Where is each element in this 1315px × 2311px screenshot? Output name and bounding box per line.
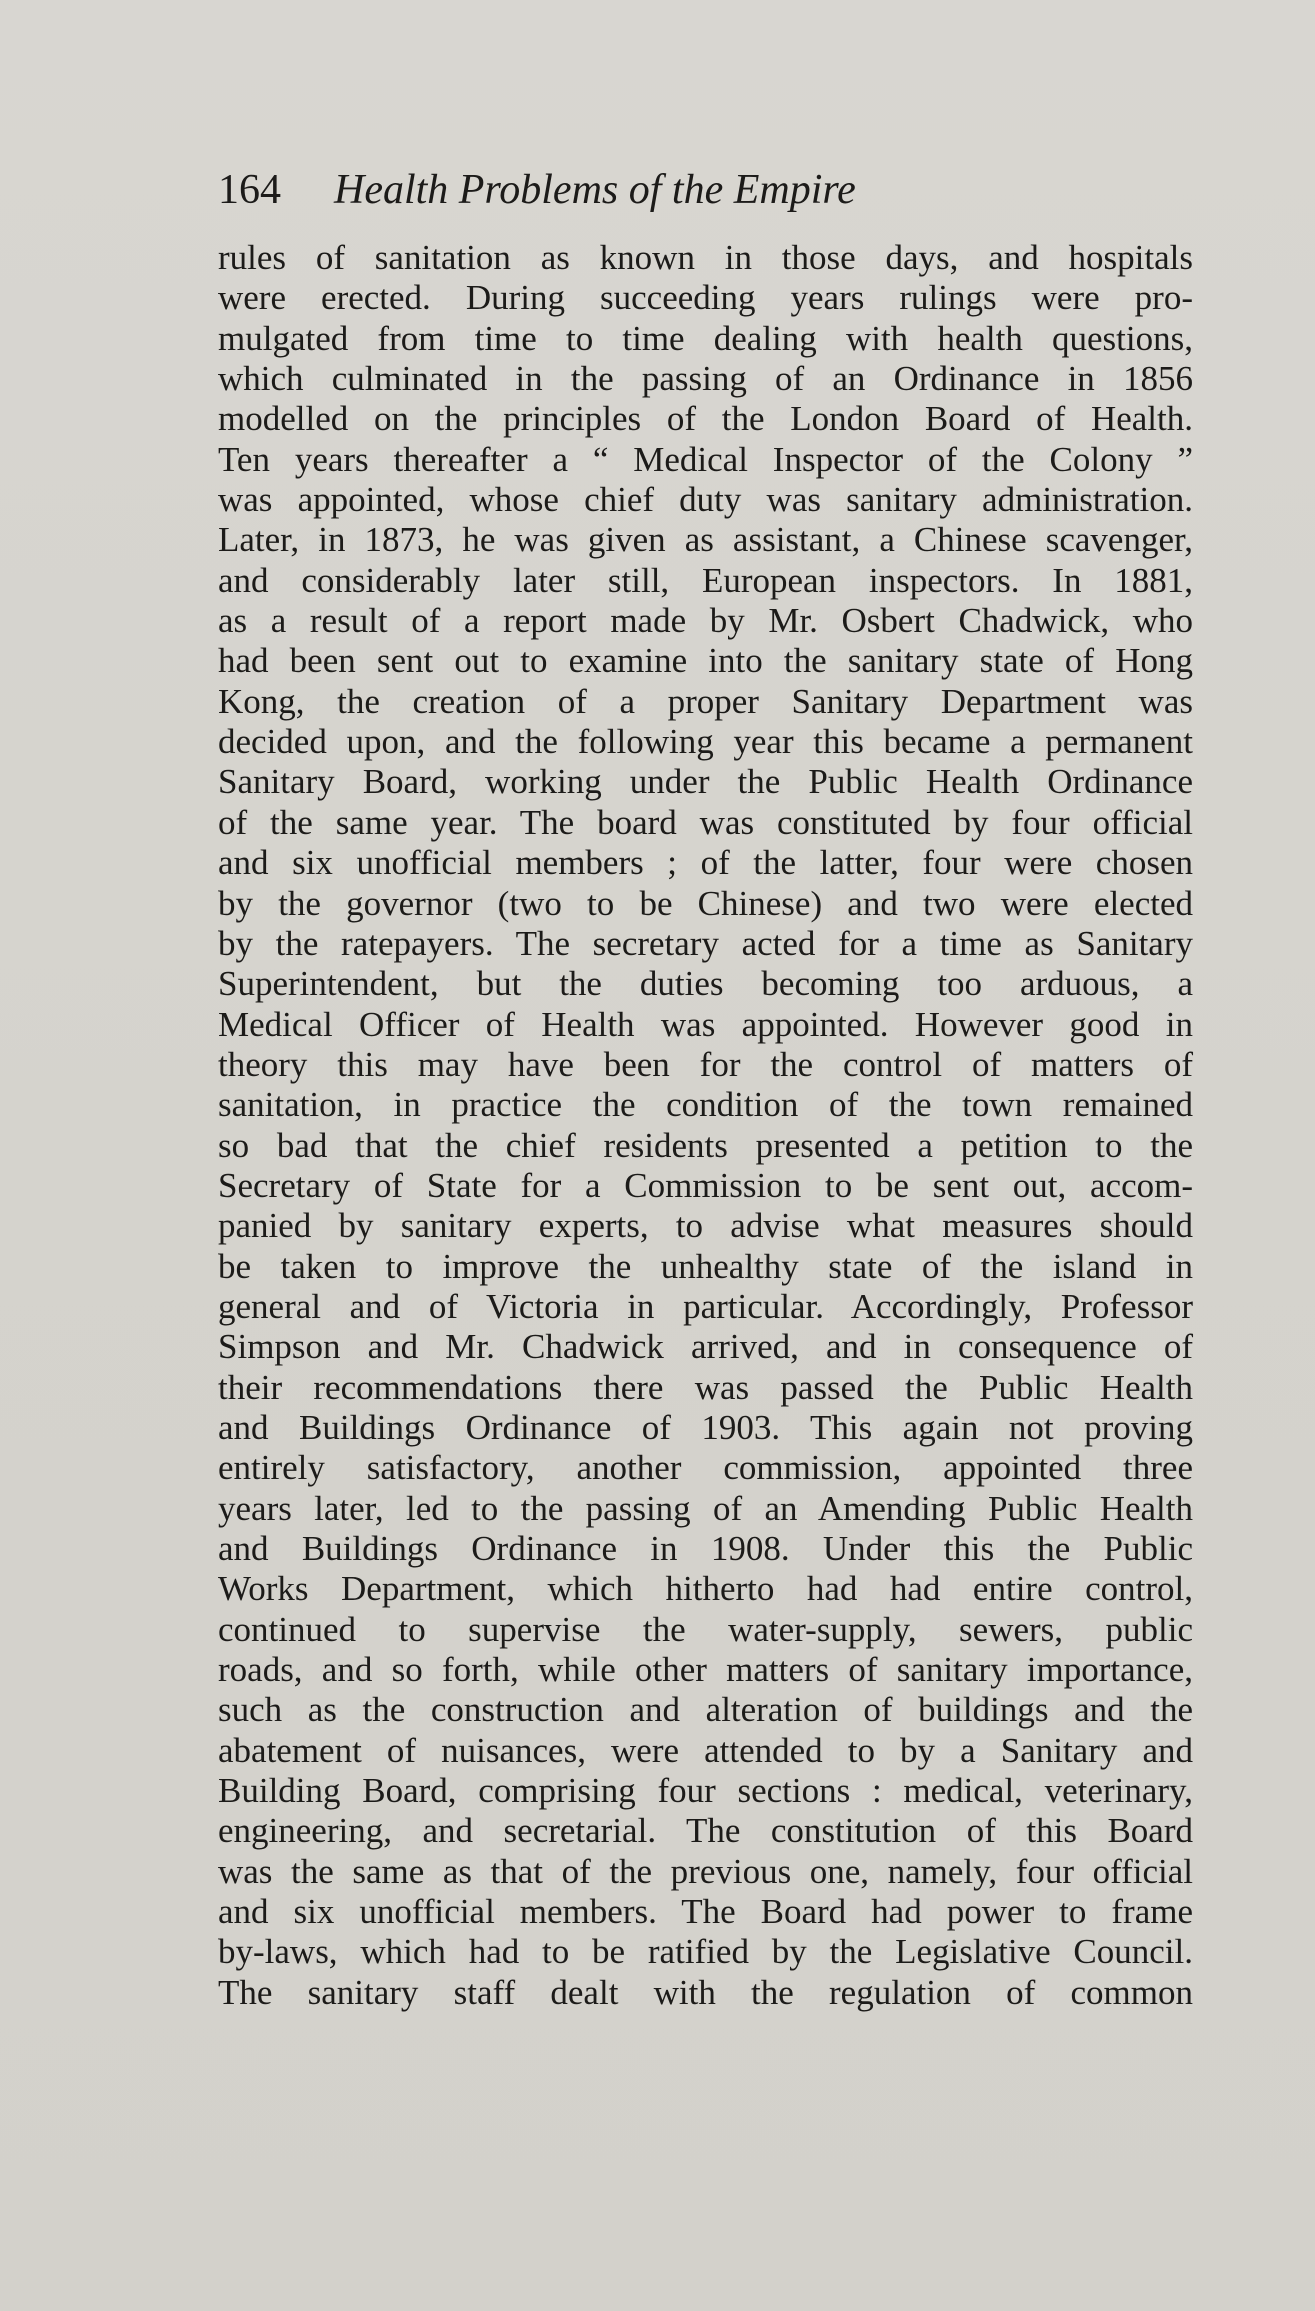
text-line: by-laws, which had to be ratified by the Legislative Council.: [218, 1932, 1193, 1972]
text-line: had been sent out to examine into the sanitary state of Hong: [218, 641, 1193, 681]
text-line: Medical Officer of Health was appointed. However good in: [218, 1004, 1193, 1044]
text-line: general and of Victoria in particular. Accordingly, Professor: [218, 1286, 1193, 1326]
text-line: and six unofficial members. The Board had power to frame: [218, 1892, 1193, 1932]
text-line: Sanitary Board, working under the Public Health Ordinance: [218, 762, 1193, 802]
text-line: so bad that the chief residents presented a petition to the: [218, 1125, 1193, 1165]
body-text: [218, 238, 1193, 2013]
text-line: be taken to improve the unhealthy state of the island in: [218, 1246, 1193, 1286]
text-line: Simpson and Mr. Chadwick arrived, and in consequence of: [218, 1327, 1193, 1367]
text-line: and considerably later still, European inspectors. In 1881,: [218, 560, 1193, 600]
text-line: Superintendent, but the duties becoming too arduous, a: [218, 964, 1193, 1004]
text-line: and Buildings Ordinance in 1908. Under this the Public: [218, 1529, 1193, 1568]
text-line: abatement of nuisances, were attended to by a Sanitary and: [218, 1730, 1193, 1770]
text-line: and six unofficial members ; of the latter, four were chosen: [218, 843, 1193, 883]
text-line: their recommendations there was passed the Public Health: [218, 1367, 1193, 1407]
running-title: Health Problems of the Empire: [334, 167, 856, 213]
text-line: was the same as that of the previous one, namely, four official: [218, 1851, 1193, 1891]
text-line: continued to supervise the water-supply, sewers, public: [218, 1609, 1193, 1649]
text-line: mulgated from time to time dealing with health questions,: [218, 318, 1193, 358]
text-line: Building Board, comprising four sections : medical, veterinary,: [218, 1771, 1193, 1811]
text-line: Ten years thereafter a “ Medical Inspector of the Colony ”: [218, 439, 1193, 479]
text-line: engineering, and secretarial. The constitution of this Board: [218, 1811, 1193, 1851]
text-line: theory this may have been for the control of matters of: [218, 1044, 1193, 1084]
text-line: years later, led to the passing of an Amending Public Health: [218, 1488, 1193, 1528]
page-number: 164: [218, 167, 281, 213]
text-line: Secretary of State for a Commission to be sent out, accom-: [218, 1165, 1193, 1205]
text-line: panied by sanitary experts, to advise what measures should: [218, 1206, 1193, 1246]
text-line: such as the construction and alteration of buildings and the: [218, 1690, 1193, 1730]
text-line: which culminated in the passing of an Ordinance in 1856: [218, 359, 1193, 399]
text-line: Kong, the creation of a proper Sanitary Department was: [218, 681, 1193, 721]
text-line: of the same year. The board was constituted by four official: [218, 802, 1193, 842]
text-line: roads, and so forth, while other matters of sanitary importance,: [218, 1650, 1193, 1690]
text-line: as a result of a report made by Mr. Osbert Chadwick, who: [218, 601, 1193, 641]
text-line: Later, in 1873, he was given as assistant, a Chinese scavenger,: [218, 520, 1193, 560]
text-line: and Buildings Ordinance of 1903. This again not proving: [218, 1407, 1193, 1447]
text-line: were erected. During succeeding years rulings were pro-: [218, 278, 1193, 318]
text-line: modelled on the principles of the London Board of Health.: [218, 399, 1193, 439]
text-line: sanitation, in practice the condition of the town remained: [218, 1085, 1193, 1125]
text-line: was appointed, whose chief duty was sanitary administration.: [218, 480, 1193, 520]
text-line: rules of sanitation as known in those days, and hospitals: [218, 238, 1193, 277]
text-line: entirely satisfactory, another commission, appointed three: [218, 1448, 1193, 1488]
text-line: by the ratepayers. The secretary acted for a time as Sanitary: [218, 923, 1193, 963]
page-header: [218, 160, 1118, 220]
text-line: The sanitary staff dealt with the regulation of common: [218, 1972, 1193, 2012]
text-line: by the governor (two to be Chinese) and two were elected: [218, 883, 1193, 923]
text-line: decided upon, and the following year this became a permanent: [218, 722, 1193, 762]
text-line: Works Department, which hitherto had had entire control,: [218, 1569, 1193, 1609]
